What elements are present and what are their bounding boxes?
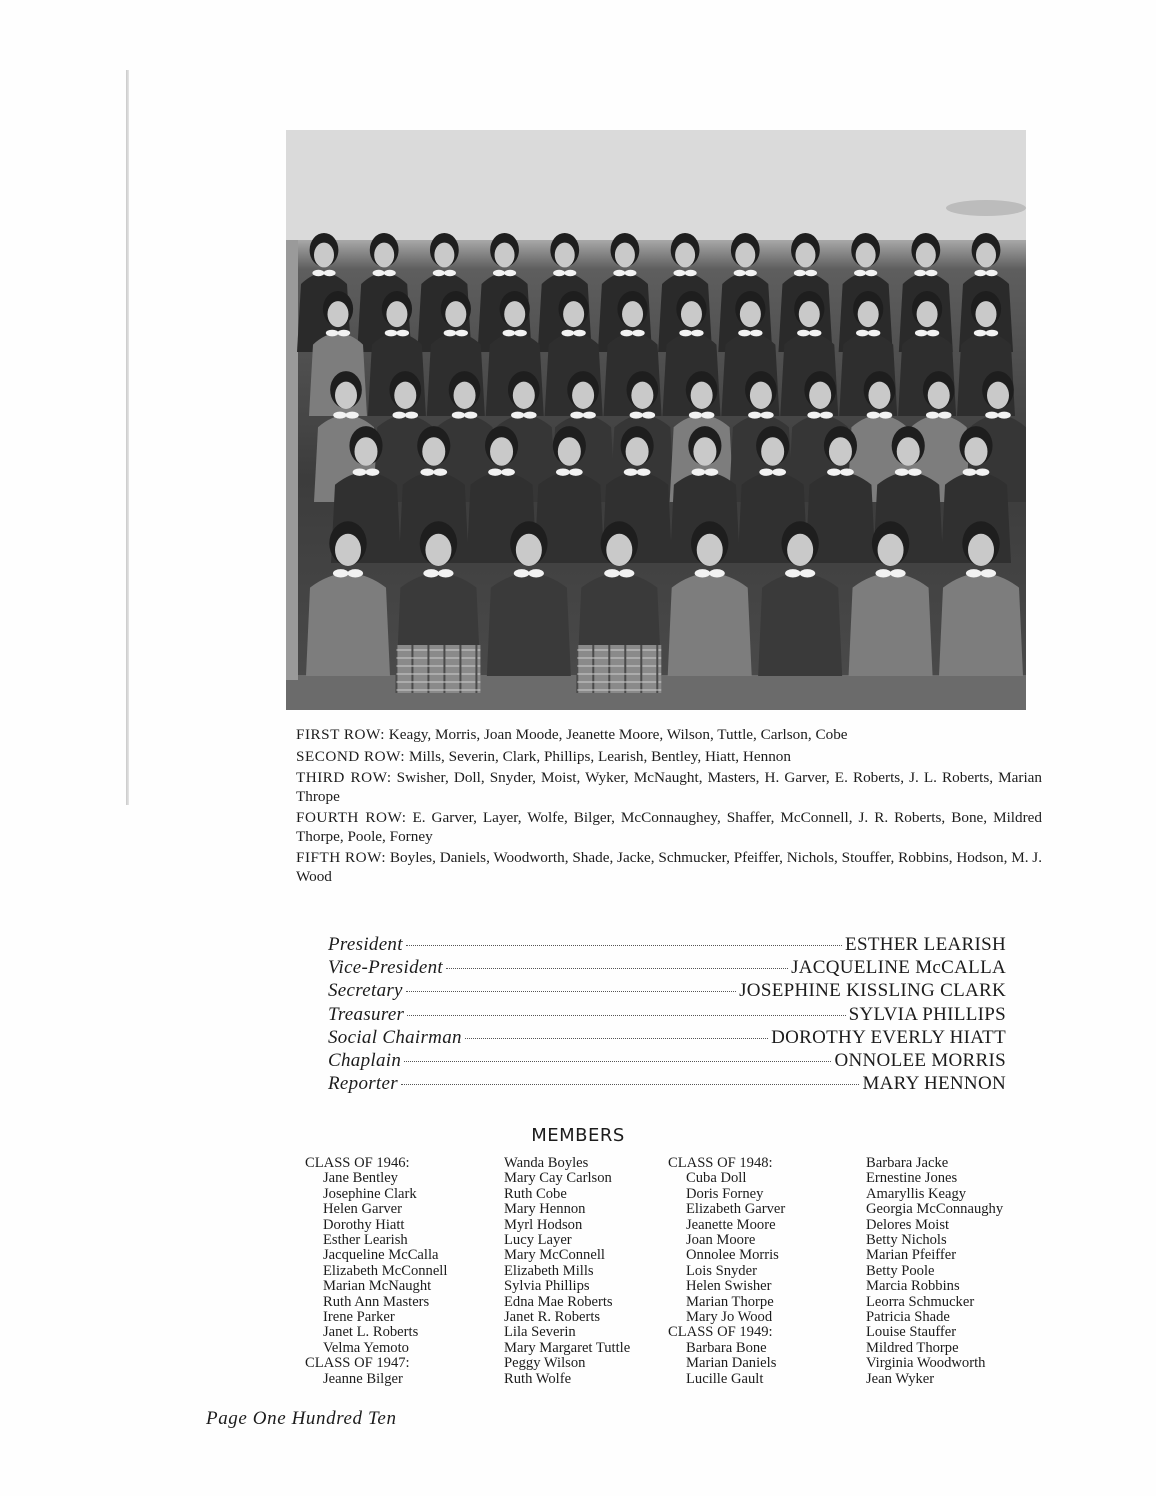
caption-row-label: THIRD ROW: xyxy=(296,769,392,786)
caption-row xyxy=(296,726,1042,745)
figure-collar xyxy=(704,468,718,475)
plaid-skirt xyxy=(396,645,480,693)
figure-face xyxy=(335,534,361,566)
officer-row xyxy=(328,980,1006,1003)
member-name: Ruth Cobe xyxy=(504,1185,567,1202)
figure-collar xyxy=(809,330,822,337)
caption-row-label: FOURTH ROW: xyxy=(296,809,407,826)
figure-face xyxy=(335,382,357,409)
figure-face xyxy=(916,243,936,268)
figure-collar xyxy=(879,412,892,419)
officer-name: MARY HENNON xyxy=(862,1073,1006,1095)
member-name: Mary McConnell xyxy=(504,1247,605,1264)
member-name: Lila Severin xyxy=(504,1324,576,1341)
figure-collar xyxy=(986,330,999,337)
figure-sweater xyxy=(487,573,571,676)
figure-face xyxy=(631,382,653,409)
member-name: Betty Nichols xyxy=(866,1232,947,1249)
figure-collar xyxy=(488,468,502,475)
member-name: Jane Bentley xyxy=(323,1170,398,1187)
member-name: Georgia McConnaughy xyxy=(866,1201,1004,1218)
dot-leader xyxy=(465,1038,768,1039)
figure-face xyxy=(314,243,334,268)
page-number-footer: Page One Hundred Ten xyxy=(206,1408,397,1429)
figure-collar xyxy=(569,468,583,475)
chair-edge xyxy=(286,240,298,680)
member-name: Janet L. Roberts xyxy=(323,1324,419,1341)
figure-collar xyxy=(701,412,714,419)
member-name: Marian Daniels xyxy=(686,1355,777,1372)
figure-face xyxy=(675,243,695,268)
figure-face xyxy=(787,534,813,566)
officer-name: JACQUELINE McCALLA xyxy=(791,957,1006,979)
figure-face xyxy=(976,243,996,268)
figure-face xyxy=(681,301,702,327)
figure-face xyxy=(878,534,904,566)
member-name: Patricia Shade xyxy=(866,1309,950,1326)
figure-collar xyxy=(865,270,877,276)
figure-collar xyxy=(625,270,637,276)
figure-collar xyxy=(561,330,574,337)
plaid-skirt xyxy=(577,645,661,693)
figure-collar xyxy=(974,330,987,337)
figure-collar xyxy=(890,569,906,577)
figure-face xyxy=(897,437,920,466)
member-name: Elizabeth McConnell xyxy=(323,1262,448,1279)
figure-collar xyxy=(324,270,336,276)
member-name: Doris Forney xyxy=(686,1185,764,1202)
figure-collar xyxy=(692,468,706,475)
figure-collar xyxy=(384,270,396,276)
figure-collar xyxy=(405,412,418,419)
figure-collar xyxy=(695,569,711,577)
member-name: Mary Cay Carlson xyxy=(504,1170,612,1187)
member-name: Lucy Layer xyxy=(504,1232,572,1249)
caption-row-names: Keagy, Morris, Joan Moode, Jeanette Moore, Wilson, Tuttle, Carlson, Cobe xyxy=(388,726,848,743)
caption-row xyxy=(296,849,1042,886)
figure-collar xyxy=(895,468,909,475)
figure-collar xyxy=(514,569,530,577)
caption-row xyxy=(296,748,1042,767)
figure-collar xyxy=(673,270,685,276)
officer-role: Chaplain xyxy=(328,1049,402,1071)
officer-name: ESTHER LEARISH xyxy=(845,934,1006,955)
member-name: Helen Garver xyxy=(323,1201,403,1218)
figure-collar xyxy=(925,270,937,276)
figure-face xyxy=(454,382,476,409)
member-name: Ruth Wolfe xyxy=(504,1370,572,1387)
figure-collar xyxy=(840,468,854,475)
figure-collar xyxy=(856,330,869,337)
figure-collar xyxy=(420,468,434,475)
figure-face xyxy=(622,301,643,327)
class-heading: CLASS OF 1948: xyxy=(668,1155,773,1171)
figure-face xyxy=(422,437,445,466)
figure-collar xyxy=(914,270,926,276)
page-binding-edge xyxy=(126,70,129,805)
figure-collar xyxy=(976,468,990,475)
dot-leader xyxy=(406,991,736,992)
figure-face xyxy=(987,382,1009,409)
member-name: Jeanne Bilger xyxy=(323,1370,403,1387)
figure-collar xyxy=(564,270,576,276)
members-column xyxy=(504,1156,630,1387)
figure-collar xyxy=(528,569,544,577)
member-name: Lucille Gault xyxy=(686,1370,764,1387)
figure-sweater xyxy=(306,573,390,676)
figure-face xyxy=(615,243,635,268)
figure-face xyxy=(858,301,879,327)
figure-collar xyxy=(759,468,773,475)
figure-collar xyxy=(433,270,445,276)
figure-sweater xyxy=(758,573,842,676)
figure-face xyxy=(795,243,815,268)
figure-collar xyxy=(624,468,638,475)
member-name: Mary Margaret Tuttle xyxy=(504,1339,631,1356)
figure-face xyxy=(434,243,454,268)
figure-collar xyxy=(854,270,866,276)
caption-row-names: Swisher, Doll, Snyder, Moist, Wyker, McNaught, Masters, H. Garver, E. Roberts, J. L. Roberts, Marian Thrope xyxy=(296,769,1042,805)
figure-collar xyxy=(679,330,692,337)
member-name: Barbara Jacke xyxy=(866,1155,949,1171)
figure-face xyxy=(928,382,950,409)
member-name: Wanda Boyles xyxy=(504,1155,589,1171)
caption-row-names: Mills, Severin, Clark, Phillips, Learish, Bentley, Hiatt, Hennon xyxy=(408,747,791,765)
figure-face xyxy=(495,243,515,268)
figure-collar xyxy=(760,412,773,419)
figure-collar xyxy=(785,569,801,577)
figure-collar xyxy=(433,468,447,475)
member-name: Elizabeth Garver xyxy=(686,1201,786,1218)
figure-collar xyxy=(504,270,516,276)
figure-collar xyxy=(423,569,439,577)
figure-collar xyxy=(748,412,761,419)
figure-face xyxy=(740,301,761,327)
figure-face xyxy=(697,534,723,566)
figure-collar xyxy=(827,468,841,475)
figure-collar xyxy=(333,412,346,419)
figure-collar xyxy=(438,569,454,577)
member-name: Irene Parker xyxy=(323,1309,395,1326)
member-name: Myrl Hodson xyxy=(504,1216,583,1233)
member-name: Betty Poole xyxy=(866,1262,935,1279)
figure-collar xyxy=(619,569,635,577)
figure-sweater xyxy=(939,573,1023,676)
ceiling-lamp xyxy=(946,200,1026,216)
dot-leader xyxy=(406,945,842,946)
member-name: Jean Wyker xyxy=(866,1370,935,1387)
officer-role: Secretary xyxy=(328,980,403,1002)
figure-face xyxy=(976,301,997,327)
dot-leader xyxy=(401,1084,860,1085)
figure-collar xyxy=(333,569,349,577)
figure-face xyxy=(809,382,831,409)
member-name: Louise Stauffer xyxy=(866,1324,957,1341)
member-name: Ruth Ann Masters xyxy=(323,1293,430,1310)
member-name: Cuba Doll xyxy=(686,1170,747,1187)
figure-sweater xyxy=(849,573,933,676)
wall xyxy=(286,130,1026,240)
officer-name: JOSEPHINE KISSLING CLARK xyxy=(739,980,1006,1002)
figure-collar xyxy=(867,412,880,419)
member-name: Leorra Schmucker xyxy=(866,1293,975,1310)
caption-row-names: Boyles, Daniels, Woodworth, Shade, Jacke, Schmucker, Pfeiffer, Nichols, Stouffer, Robbins, Hodson, M. J. Wood xyxy=(296,849,1043,885)
officer-role: Treasurer xyxy=(328,1003,405,1025)
figure-collar xyxy=(373,270,385,276)
class-heading: CLASS OF 1947: xyxy=(305,1355,410,1372)
figure-collar xyxy=(966,569,982,577)
figure-collar xyxy=(689,412,702,419)
figure-face xyxy=(504,301,525,327)
figure-face xyxy=(856,243,876,268)
figure-collar xyxy=(868,330,881,337)
figure-collar xyxy=(464,412,477,419)
figure-collar xyxy=(691,330,704,337)
officer-role: Vice-President xyxy=(328,957,443,979)
figure-face xyxy=(799,301,820,327)
figure-face xyxy=(563,301,584,327)
officer-role: Reporter xyxy=(328,1073,398,1095)
caption-row-names: E. Garver, Layer, Wolfe, Bilger, McConnaughey, Shaffer, McConnell, J. R. Roberts, Bone, Mildred Thorpe, Poole, Forney xyxy=(296,809,1043,845)
figure-collar xyxy=(632,330,645,337)
members-column xyxy=(305,1156,447,1387)
member-name: Esther Learish xyxy=(323,1232,408,1249)
figure-collar xyxy=(503,330,516,337)
group-photograph-drawing xyxy=(286,130,1026,710)
figure-collar xyxy=(734,270,746,276)
figure-face xyxy=(868,382,890,409)
figure-face xyxy=(761,437,784,466)
member-name: Peggy Wilson xyxy=(504,1355,586,1372)
figure-collar xyxy=(745,270,757,276)
figure-collar xyxy=(620,330,633,337)
figure-collar xyxy=(875,569,891,577)
figure-collar xyxy=(444,330,457,337)
member-name: Mary Hennon xyxy=(504,1201,586,1218)
officer-name: DOROTHY EVERLY HIATT xyxy=(771,1026,1006,1048)
figure-collar xyxy=(974,270,986,276)
officer-name: ONNOLEE MORRIS xyxy=(834,1049,1006,1071)
figure-face xyxy=(490,437,513,466)
figure-face xyxy=(917,301,938,327)
figure-collar xyxy=(452,412,465,419)
figure-collar xyxy=(794,270,806,276)
figure-collar xyxy=(347,569,363,577)
member-name: Mary Jo Wood xyxy=(686,1309,773,1326)
caption-row-label: SECOND ROW: xyxy=(296,747,406,765)
figure-face xyxy=(558,437,581,466)
member-name: Joan Moore xyxy=(686,1232,756,1249)
figure-face xyxy=(735,243,755,268)
member-name: Helen Swisher xyxy=(686,1278,772,1295)
figure-collar xyxy=(998,412,1011,419)
member-name: Sylvia Phillips xyxy=(504,1278,590,1295)
figure-collar xyxy=(637,468,651,475)
member-name: Amaryllis Keagy xyxy=(866,1185,967,1202)
member-name: Dorothy Hiatt xyxy=(323,1216,405,1233)
dot-leader xyxy=(404,1061,831,1062)
figure-collar xyxy=(630,412,643,419)
officer-role: Social Chairman xyxy=(328,1026,462,1048)
officer-row xyxy=(328,1073,1006,1096)
figure-face xyxy=(394,382,416,409)
member-name: Marcia Robbins xyxy=(866,1278,960,1295)
figure-collar xyxy=(963,468,977,475)
caption-row xyxy=(296,769,1042,806)
member-name: Lois Snyder xyxy=(686,1262,757,1279)
figure-face xyxy=(968,534,994,566)
figure-collar xyxy=(985,412,998,419)
figure-face xyxy=(829,437,852,466)
figure-collar xyxy=(553,270,565,276)
figure-collar xyxy=(556,468,570,475)
figure-collar xyxy=(455,330,468,337)
figure-collar xyxy=(750,330,763,337)
figure-collar xyxy=(570,412,583,419)
officer-row xyxy=(328,934,1006,957)
figure-collar xyxy=(493,270,505,276)
figure-collar xyxy=(326,330,339,337)
figure-collar xyxy=(908,468,922,475)
figure-collar xyxy=(396,330,409,337)
members-heading: MEMBERS xyxy=(531,1125,625,1146)
figure-collar xyxy=(312,270,324,276)
figure-collar xyxy=(738,330,751,337)
figure-collar xyxy=(573,330,586,337)
figure-collar xyxy=(604,569,620,577)
figure-face xyxy=(374,243,394,268)
officer-row xyxy=(328,1027,1006,1050)
member-name: Edna Mae Roberts xyxy=(504,1293,613,1310)
dot-leader xyxy=(446,968,788,969)
dot-leader xyxy=(407,1015,845,1016)
figure-collar xyxy=(444,270,456,276)
officer-name: SYLVIA PHILLIPS xyxy=(848,1003,1006,1025)
member-name: Velma Yemoto xyxy=(323,1339,409,1356)
officer-row xyxy=(328,1004,1006,1027)
figure-collar xyxy=(511,412,524,419)
figure-collar xyxy=(709,569,725,577)
figure-collar xyxy=(685,270,697,276)
figure-collar xyxy=(366,468,380,475)
figure-collar xyxy=(523,412,536,419)
figure-collar xyxy=(642,412,655,419)
member-name: Janet R. Roberts xyxy=(504,1309,601,1326)
member-name: Marian Pfeiffer xyxy=(866,1247,957,1264)
figure-face xyxy=(445,301,466,327)
figure-face xyxy=(328,301,349,327)
figure-collar xyxy=(613,270,625,276)
figure-collar xyxy=(820,412,833,419)
members-column xyxy=(668,1156,785,1387)
caption-row-label: FIFTH ROW: xyxy=(296,849,387,866)
member-name: Josephine Clark xyxy=(323,1185,417,1202)
figure-face xyxy=(965,437,988,466)
officer-row xyxy=(328,1050,1006,1073)
figure-collar xyxy=(800,569,816,577)
figure-collar xyxy=(514,330,527,337)
figure-collar xyxy=(393,412,406,419)
member-name: Marian Thorpe xyxy=(686,1293,774,1310)
member-name: Elizabeth Mills xyxy=(504,1262,594,1279)
figure-collar xyxy=(385,330,398,337)
members-column xyxy=(866,1156,1003,1387)
caption-row-label: FIRST ROW: xyxy=(296,726,385,743)
figure-face xyxy=(691,382,713,409)
figure-collar xyxy=(772,468,786,475)
figure-collar xyxy=(583,412,596,419)
class-heading: CLASS OF 1946: xyxy=(305,1155,410,1171)
figure-collar xyxy=(353,468,367,475)
figure-face xyxy=(626,437,649,466)
figure-collar xyxy=(926,412,939,419)
figure-collar xyxy=(807,412,820,419)
figure-face xyxy=(555,243,575,268)
figure-face xyxy=(516,534,542,566)
caption-row xyxy=(296,809,1042,846)
figure-face xyxy=(513,382,535,409)
member-name: Jacqueline McCalla xyxy=(323,1247,439,1264)
member-name: Virginia Woodworth xyxy=(866,1355,986,1372)
figure-face xyxy=(693,437,716,466)
figure-collar xyxy=(938,412,951,419)
figure-collar xyxy=(805,270,817,276)
member-name: Delores Moist xyxy=(866,1216,950,1233)
member-name: Marian McNaught xyxy=(323,1278,432,1295)
figure-collar xyxy=(915,330,928,337)
figure-face xyxy=(606,534,632,566)
figure-face xyxy=(750,382,772,409)
figure-collar xyxy=(927,330,940,337)
figure-face xyxy=(425,534,451,566)
member-name: Barbara Bone xyxy=(686,1339,767,1356)
figure-face xyxy=(355,437,378,466)
figure-face xyxy=(572,382,594,409)
member-name: Ernestine Jones xyxy=(866,1170,958,1187)
figure-collar xyxy=(986,270,998,276)
figure-face xyxy=(386,301,407,327)
figure-collar xyxy=(797,330,810,337)
class-heading: CLASS OF 1949: xyxy=(668,1324,773,1341)
figure-collar xyxy=(346,412,359,419)
officer-role: President xyxy=(328,934,403,955)
member-name: Jeanette Moore xyxy=(686,1216,776,1233)
figure-collar xyxy=(980,569,996,577)
photo-caption xyxy=(296,726,1042,889)
figure-sweater xyxy=(668,573,752,676)
group-photograph xyxy=(286,130,1026,710)
officer-row xyxy=(328,957,1006,980)
figure-collar xyxy=(338,330,351,337)
officers-list xyxy=(328,934,1006,1096)
member-name: Onnolee Morris xyxy=(686,1247,779,1264)
figure-collar xyxy=(501,468,515,475)
member-name: Mildred Thorpe xyxy=(866,1339,959,1356)
